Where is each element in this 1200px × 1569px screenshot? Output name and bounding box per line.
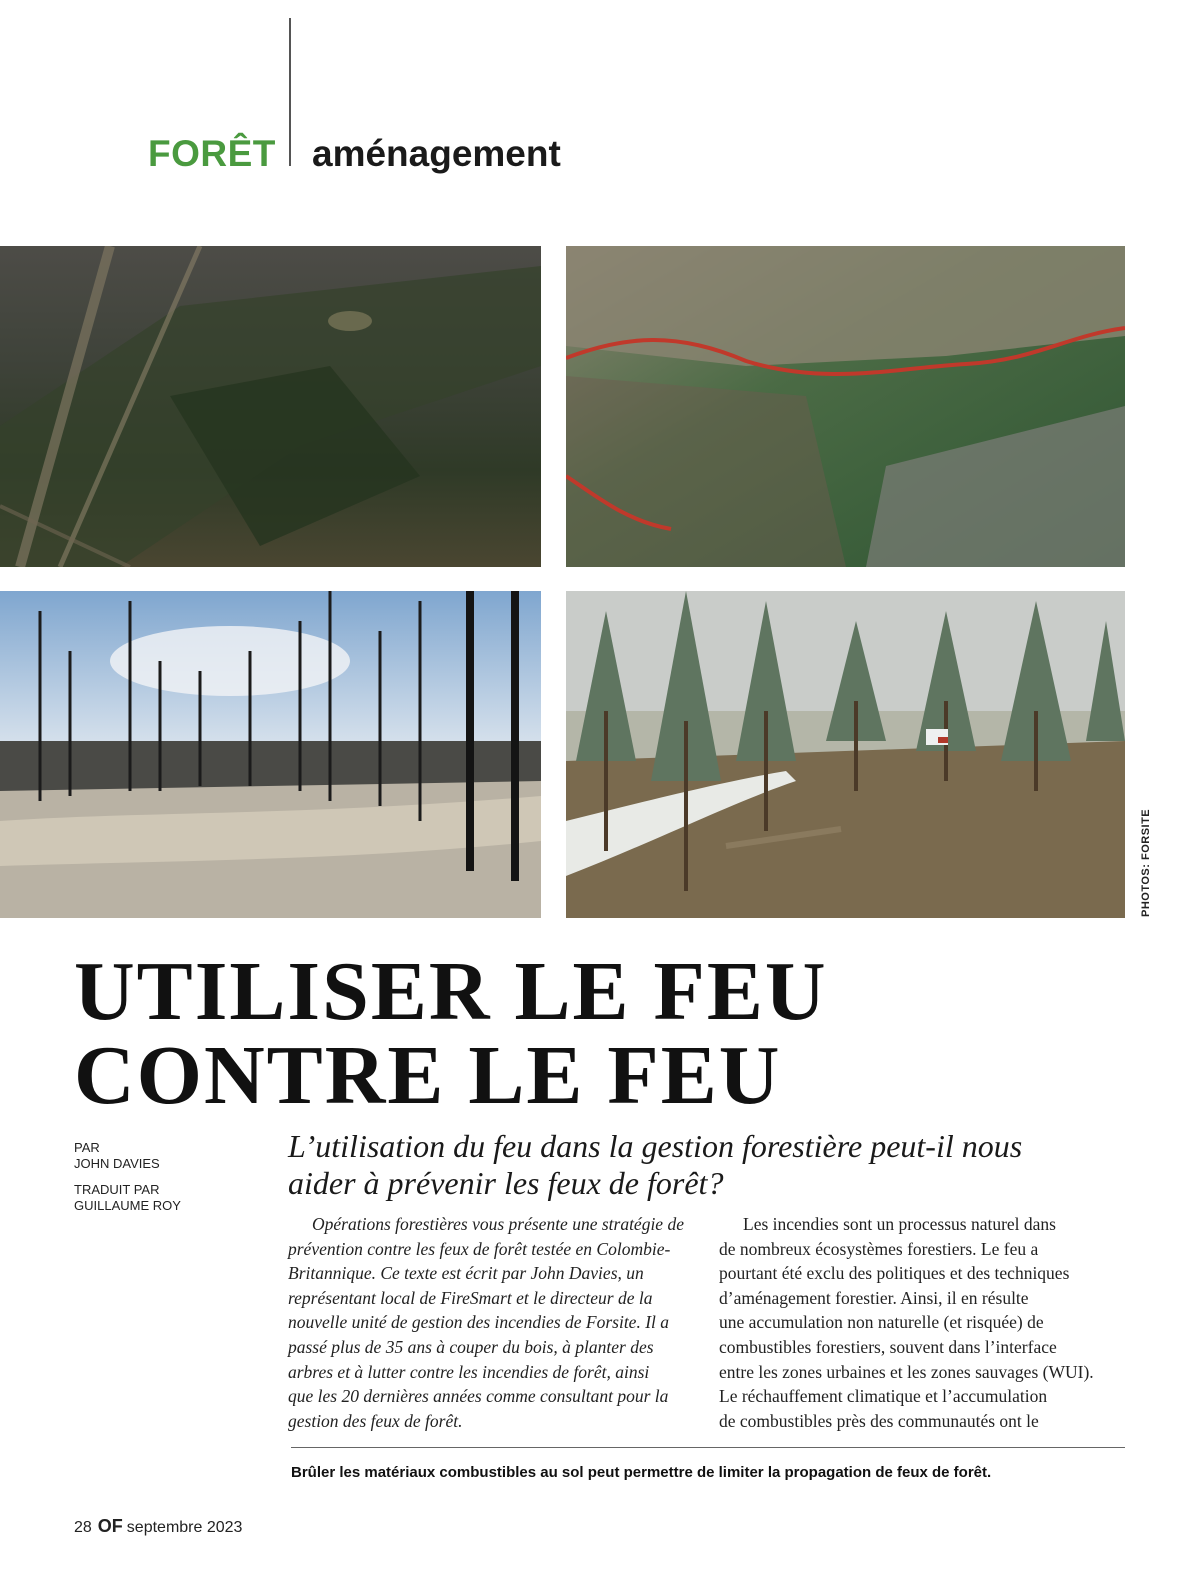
body-line: d’aménagement forestier. Ainsi, il en résulte — [719, 1287, 1029, 1308]
article-title-line: CONTRE LE FEU — [74, 1029, 782, 1122]
deck-line: L’utilisation du feu dans la gestion forestière peut-il nous — [288, 1128, 1023, 1164]
publication-logo: OF — [97, 1516, 123, 1536]
photo-caption: Brûler les matériaux combustibles au sol peut permettre de limiter la propagation de feux de forêt. — [291, 1464, 992, 1481]
body-line: une accumulation non naturelle (et risquée) de — [719, 1312, 1044, 1333]
byline-label: PAR — [74, 1140, 100, 1155]
byline-author — [74, 1140, 160, 1172]
intro-line: Opérations forestières vous présente une stratégie de — [312, 1214, 684, 1234]
body-line: Le réchauffement climatique et l’accumulation — [719, 1386, 1048, 1407]
article-title-line: UTILISER LE FEU — [74, 945, 828, 1038]
issue-date: septembre 2023 — [126, 1519, 243, 1536]
photo-aerial-firebreak — [566, 246, 1125, 567]
intro-line: prévention contre les feux de forêt testée en Colombie- — [288, 1238, 671, 1259]
body-line: Les incendies sont un processus naturel dans — [743, 1214, 1056, 1234]
caption-rule — [291, 1447, 1125, 1448]
section-label: FORÊT — [148, 133, 276, 174]
body-column — [719, 1212, 1124, 1433]
body-line: combustibles forestiers, souvent dans l’interface — [719, 1336, 1057, 1357]
intro-line: nouvelle unité de gestion des incendies de Forsite. Il a — [288, 1312, 670, 1333]
deck-line: aider à prévenir les feux de forêt? — [288, 1165, 724, 1201]
byline-translator — [74, 1182, 181, 1214]
body-line: de nombreux écosystèmes forestiers. Le feu a — [719, 1238, 1039, 1259]
intro-line: Britannique. Ce texte est écrit par John Davies, un — [288, 1263, 644, 1284]
body-line: pourtant été exclu des politiques et des techniques — [719, 1263, 1070, 1284]
photo-burned-forest-road — [0, 591, 541, 918]
translator-label: TRADUIT PAR — [74, 1182, 160, 1197]
body-line: entre les zones urbaines et les zones sauvages (WUI). — [719, 1361, 1094, 1382]
body-line: de combustibles près des communautés ont le — [719, 1410, 1039, 1431]
translator-name: GUILLAUME ROY — [74, 1198, 181, 1213]
page-footer — [74, 1516, 242, 1537]
page-number: 28 — [74, 1519, 92, 1536]
intro-line: arbres et à lutter contre les incendies de forêt, ainsi — [288, 1361, 650, 1382]
photo-thinned-forest — [566, 591, 1125, 918]
article-deck — [288, 1128, 1128, 1202]
photo-credit: PHOTOS: FORSITE — [1140, 808, 1152, 917]
author-name: JOHN DAVIES — [74, 1156, 160, 1171]
intro-line: que les 20 dernières années comme consultant pour la — [288, 1386, 669, 1407]
intro-column — [288, 1212, 693, 1433]
intro-line: passé plus de 35 ans à couper du bois, à planter des — [288, 1336, 654, 1357]
intro-line: représentant local de FireSmart et le directeur de la — [288, 1287, 653, 1308]
intro-line: gestion des feux de forêt. — [288, 1410, 463, 1431]
photo-aerial-burned-forest — [0, 246, 541, 567]
subsection-label: aménagement — [312, 133, 561, 174]
header-divider — [289, 18, 291, 166]
article-title — [74, 945, 974, 1122]
